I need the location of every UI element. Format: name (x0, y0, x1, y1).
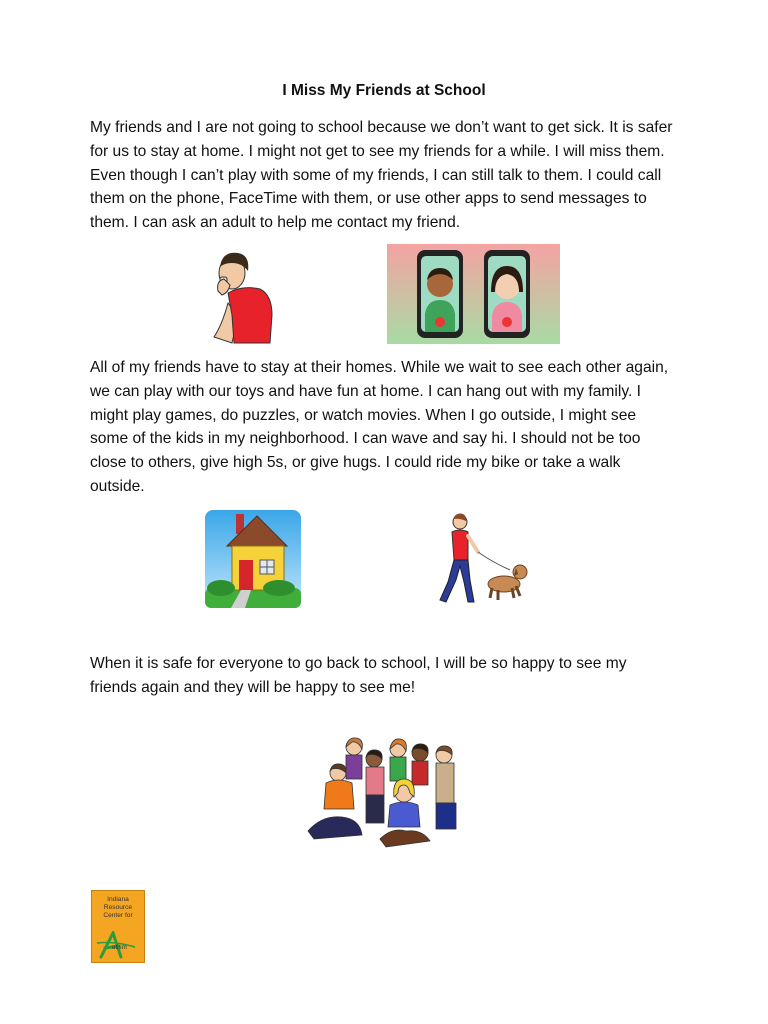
group-of-friends-illustration (302, 735, 468, 851)
house-illustration (205, 510, 301, 608)
logo-word: utism (112, 944, 127, 951)
facetime-video-call-illustration (387, 244, 560, 344)
paragraph-2: All of my friends have to stay at their homes. While we wait to see each other again, we can play with our toys and have fun at home. I can hang out with my family. I might play games, do puzzles, or watch movies. When I go outside, I might see some of the kids in my neighborhood. I can wave and say hi. I should not be too close to others, give high 5s, or give hugs. I could ride my bike or take a walk outside. (90, 359, 669, 495)
paragraph-1: My friends and I are not going to school because we don’t want to get sick. It is safer for us to stay at home. I might not get to see my friends for a while. I will miss them. Even though I can’t play with some of my friends, I can still talk to them. I could call them on the phone, FaceTime with them, or use other apps to send messages to them. I can ask an adult to help me contact my friend. (90, 119, 673, 232)
logo-line-2: Resource (103, 904, 133, 911)
logo-line-1: Indiana (107, 896, 129, 903)
page-title: I Miss My Friends at School (282, 82, 486, 99)
indiana-resource-center-for-autism-logo (91, 890, 145, 963)
logo-line-3: Center for (103, 912, 133, 919)
paragraph-3: When it is safe for everyone to go back to school, I will be so happy to see my friends again and they will be happy to see me! (90, 655, 627, 696)
boy-on-phone-illustration (208, 245, 280, 345)
boy-walking-dog-illustration (432, 510, 532, 606)
